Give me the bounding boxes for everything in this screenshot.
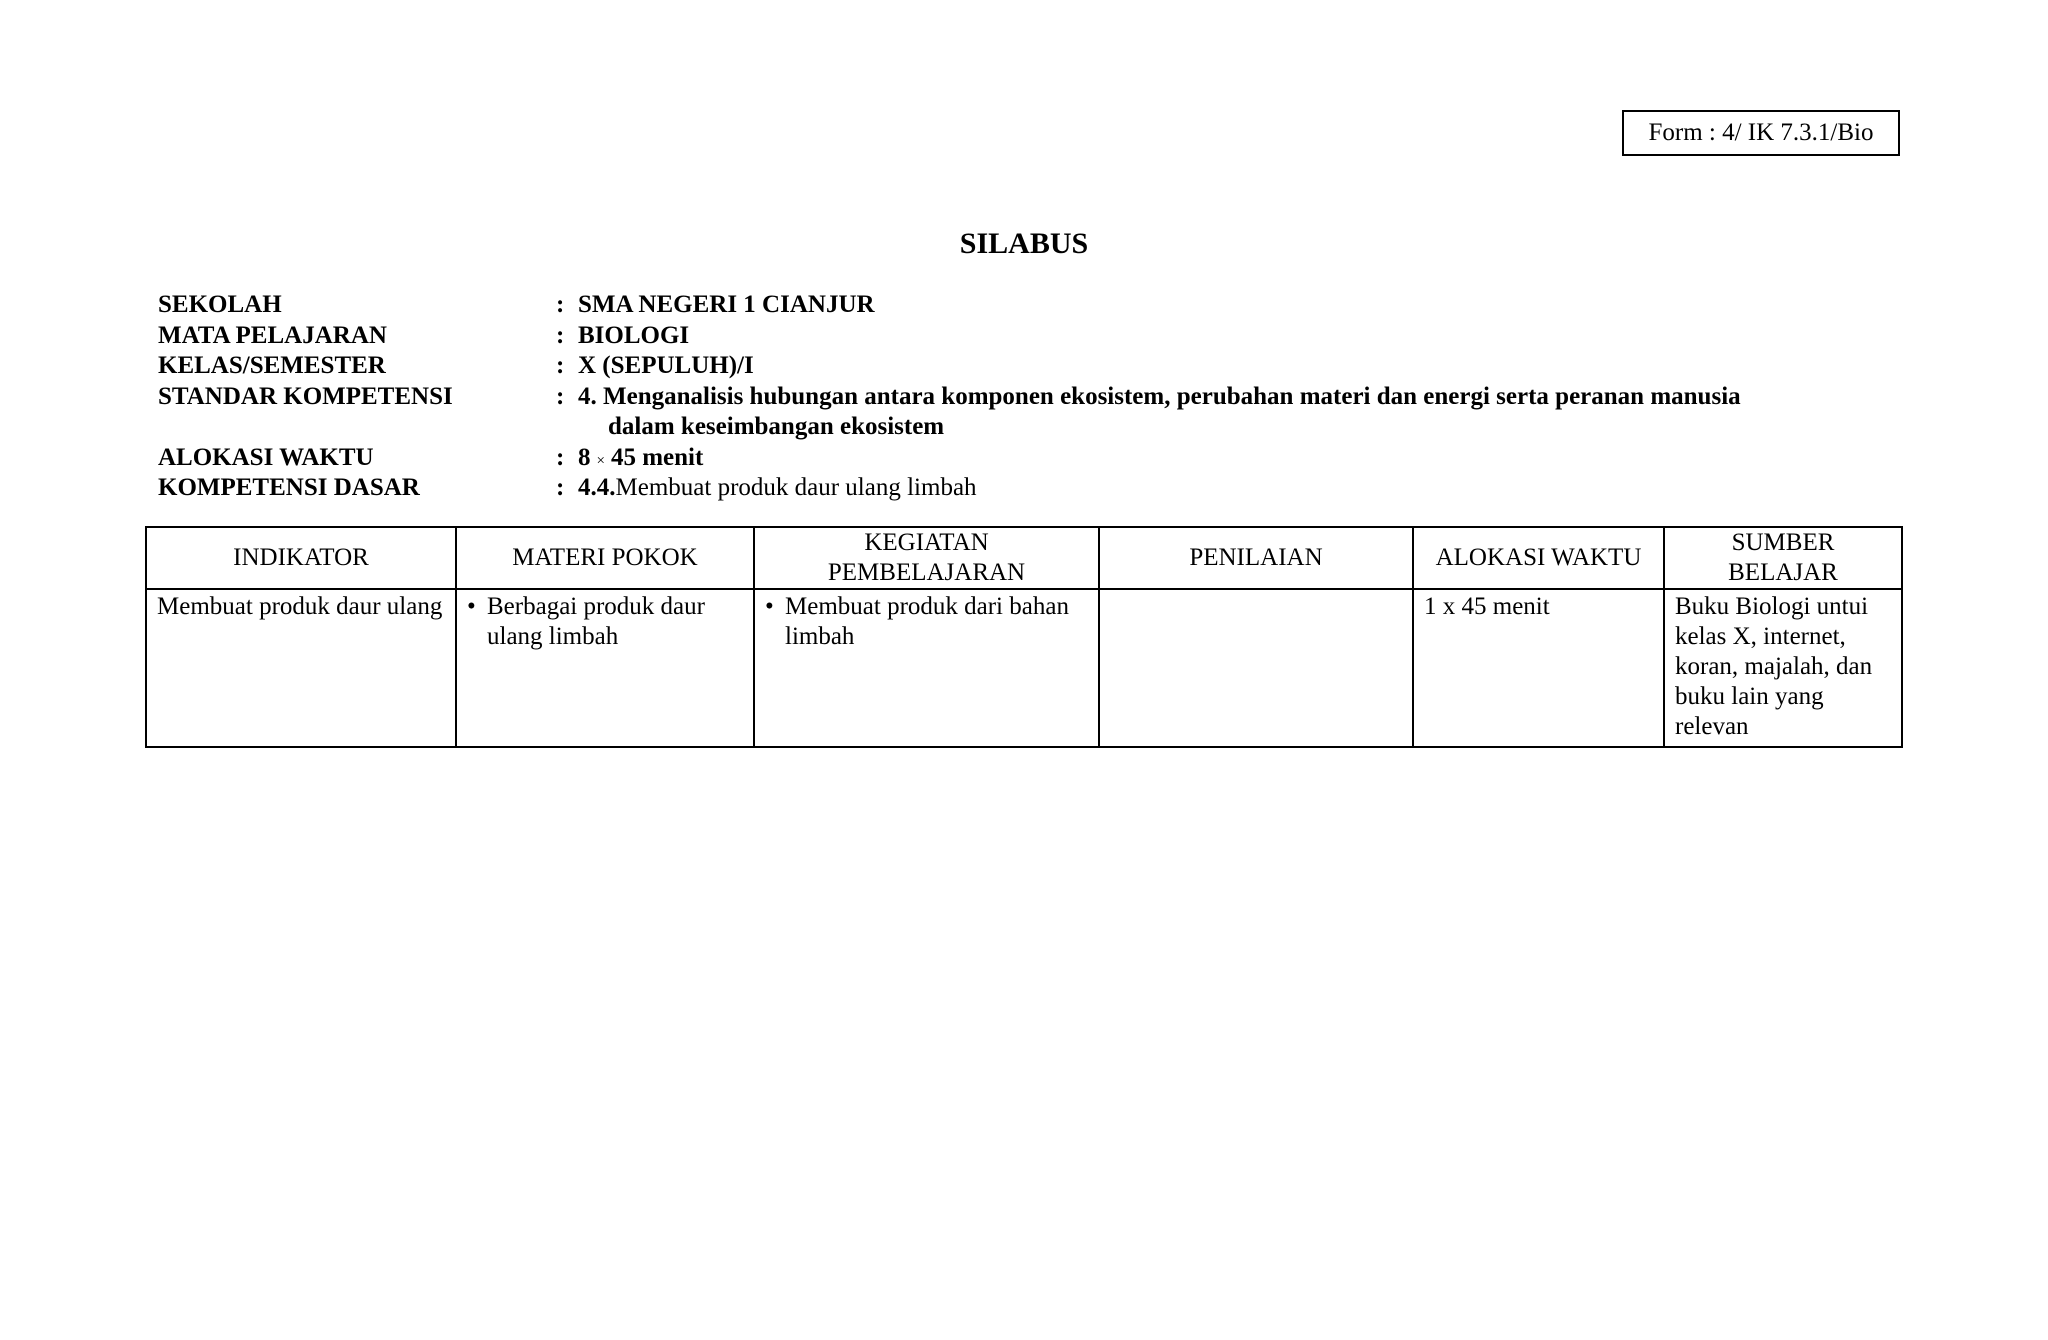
school-value: SMA NEGERI 1 CIANJUR xyxy=(578,291,875,318)
school-colon: : xyxy=(556,291,565,318)
table-header-row xyxy=(146,527,1902,589)
learning-activities-bullet-item: • Membuat produk dari bahan limbah xyxy=(765,592,1088,652)
form-code-box: Form : 4/ IK 7.3.1/Bio xyxy=(1622,110,1900,156)
time-allocation-count: 8 xyxy=(578,443,591,471)
subject-row xyxy=(158,321,1918,352)
table-row xyxy=(146,589,1902,747)
header-learning-sources xyxy=(1664,527,1902,589)
competency-standard-value xyxy=(578,382,1741,443)
syllabus-table xyxy=(145,526,1903,748)
header-time-allocation: ALOKASI WAKTU xyxy=(1413,527,1664,589)
time-allocation-colon: : xyxy=(556,443,565,471)
header-learning-activities xyxy=(754,527,1099,589)
competency-standard-label: STANDAR KOMPETENSI xyxy=(158,382,453,410)
basic-competency-value xyxy=(578,473,977,504)
time-allocation-unit: 45 menit xyxy=(610,443,704,471)
cell-learning-activities xyxy=(754,589,1099,747)
header-learning-activities-line-1: KEGIATAN xyxy=(864,529,989,556)
subject-colon: : xyxy=(556,321,565,349)
class-semester-row xyxy=(158,351,1918,382)
cell-main-material xyxy=(456,589,754,747)
basic-competency-label: KOMPETENSI DASAR xyxy=(158,474,420,501)
basic-competency-number: 4.4. xyxy=(578,474,616,501)
competency-standard-line-1: 4. Menganalisis hubungan antara komponen ekosistem, perubahan materi dan energi serta peranan manusia xyxy=(578,382,1741,410)
competency-standard-colon: : xyxy=(556,382,565,410)
cell-learning-sources: Buku Biologi untui kelas X, internet, koran, majalah, dan buku lain yang relevan xyxy=(1664,589,1902,747)
time-allocation-label: ALOKASI WAKTU xyxy=(158,443,374,471)
cell-time-allocation: 1 x 45 menit xyxy=(1413,589,1664,747)
header-learning-activities-line-2: PEMBELAJARAN xyxy=(827,559,1026,586)
header-learning-sources-line-1: SUMBER xyxy=(1731,529,1835,556)
school-row xyxy=(158,290,1918,321)
cell-assessment xyxy=(1099,589,1413,747)
header-indicator: INDIKATOR xyxy=(146,527,456,589)
class-semester-label: KELAS/SEMESTER xyxy=(158,352,386,379)
time-allocation-value xyxy=(578,443,703,477)
times-sign: × xyxy=(596,452,605,469)
document-title: SILABUS xyxy=(959,227,1089,260)
header-learning-sources-line-2: BELAJAR xyxy=(1728,559,1838,586)
time-allocation-row xyxy=(158,443,1918,474)
class-semester-value: X (SEPULUH)/I xyxy=(578,352,754,379)
header-assessment: PENILAIAN xyxy=(1099,527,1413,589)
header-main-material: MATERI POKOK xyxy=(456,527,754,589)
subject-value: BIOLOGI xyxy=(578,321,690,349)
basic-competency-text: Membuat produk daur ulang limbah xyxy=(615,474,977,501)
basic-competency-colon: : xyxy=(556,474,565,501)
competency-standard-row xyxy=(158,382,1918,443)
subject-label: MATA PELAJARAN xyxy=(158,321,387,349)
syllabus-info xyxy=(158,290,1918,504)
basic-competency-row xyxy=(158,473,1918,504)
competency-standard-line-2: dalam keseimbangan ekosistem xyxy=(608,413,945,440)
class-semester-colon: : xyxy=(556,352,565,379)
main-material-bullet-item: • Berbagai produk daur ulang limbah xyxy=(467,592,743,652)
school-label: SEKOLAH xyxy=(158,291,282,318)
cell-indicator: Membuat produk daur ulang xyxy=(146,589,456,747)
